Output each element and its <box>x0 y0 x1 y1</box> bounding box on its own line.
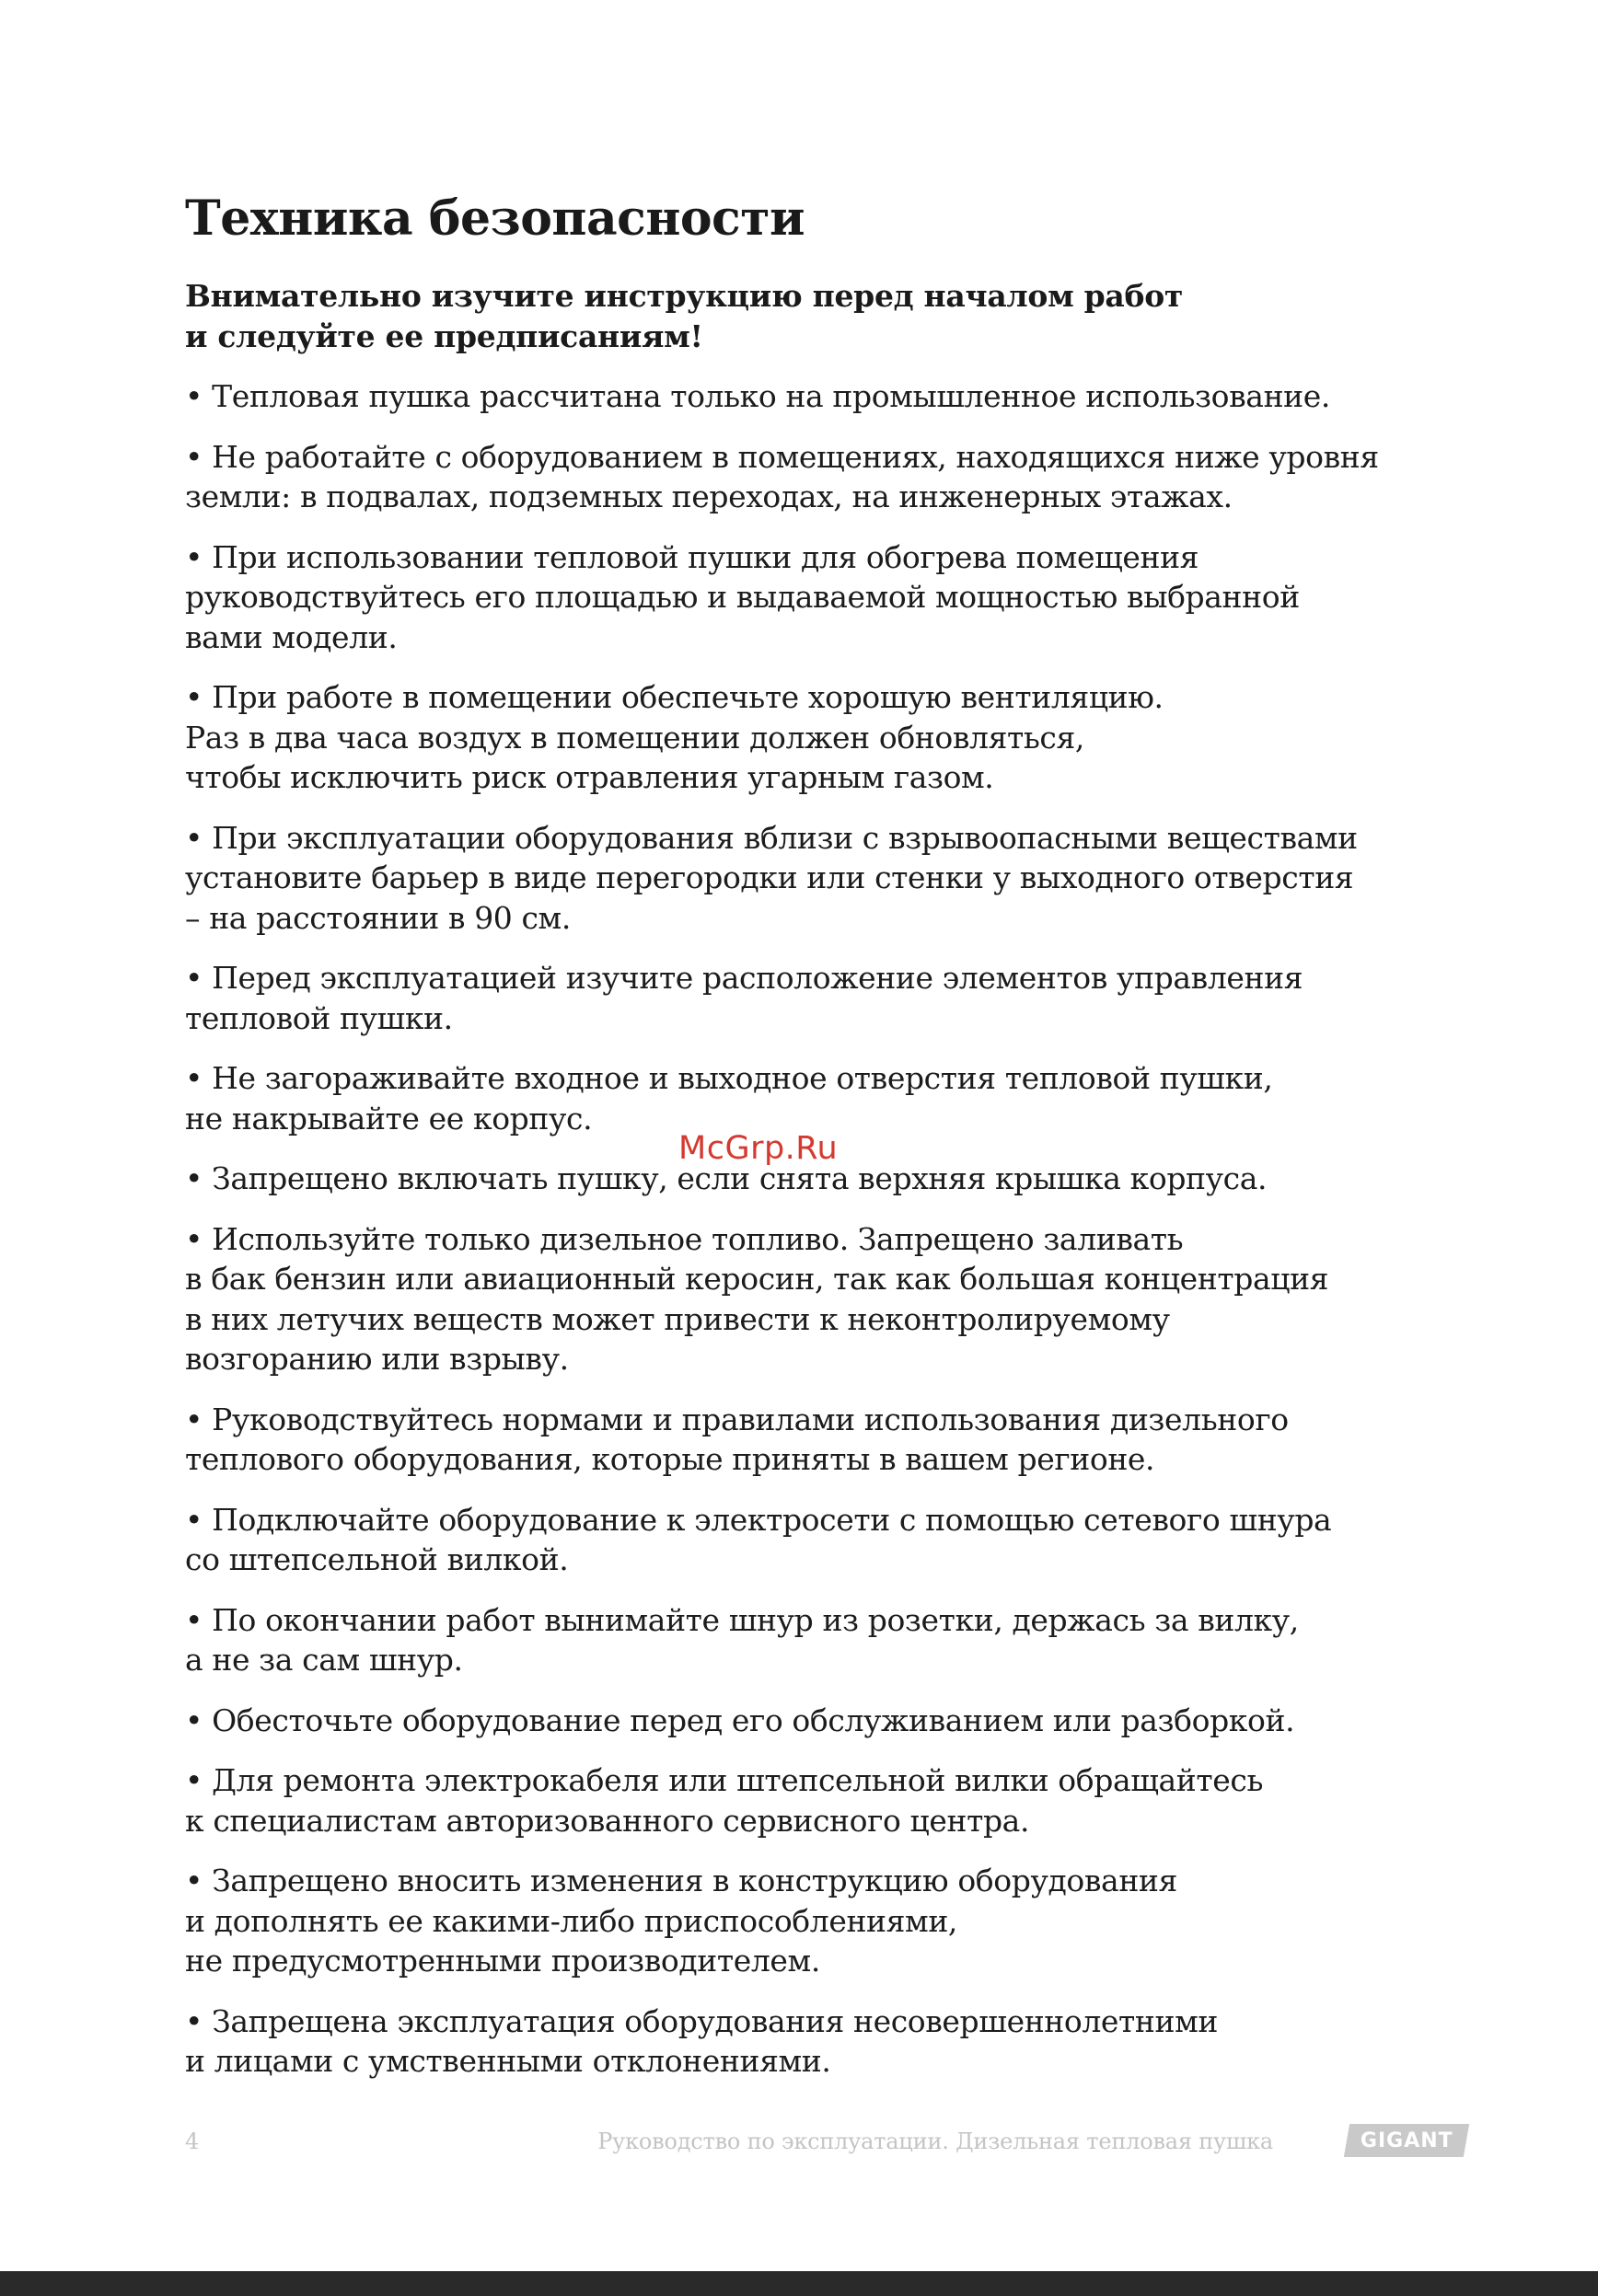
safety-rule-line: возгоранию или взрыву. <box>185 1341 569 1377</box>
intro-line: и следуйте ее предписаниям! <box>185 318 703 354</box>
safety-rule-line: • Перед эксплуатацией изучите расположение элементов управления <box>185 960 1303 996</box>
safety-rule-line: • Тепловая пушка рассчитана только на промышленное использование. <box>185 378 1330 414</box>
watermark: McGrp.Ru <box>678 1130 839 1167</box>
safety-rule <box>185 1500 1492 1580</box>
logo-text: GIGANT <box>1360 2129 1453 2152</box>
safety-rule <box>185 2002 1492 2082</box>
safety-rule-line: • Не загораживайте входное и выходное отверстия тепловой пушки, <box>185 1060 1273 1096</box>
safety-rule-line: • Используйте только дизельное топливо. Запрещено заливать <box>185 1220 1184 1257</box>
safety-rule <box>185 437 1492 517</box>
safety-rule-line: • При использовании тепловой пушки для обогрева помещения <box>185 538 1199 575</box>
safety-rule-line: к специалистам авторизованного сервисного центра. <box>185 1802 1030 1839</box>
safety-rule-line: • Запрещено вносить изменения в конструкцию оборудования <box>185 1863 1177 1898</box>
safety-rule <box>185 677 1492 798</box>
safety-rule-line: • Запрещено включать пушку, если снята верхняя крышка корпуса. <box>185 1160 1268 1196</box>
safety-rule-line: • По окончании работ вынимайте шнур из розетки, держась за вилку, <box>185 1601 1299 1638</box>
safety-rule-line: чтобы исключить риск отравления угарным газом. <box>185 759 994 795</box>
safety-rule <box>185 958 1492 1038</box>
gigant-logo <box>1344 2124 1469 2157</box>
safety-rule-line: не накрывайте ее корпус. <box>185 1100 593 1136</box>
safety-rule-line: • Подключайте оборудование к электросети с помощью сетевого шнура <box>185 1501 1332 1538</box>
safety-rule-line: со штепсельной вилкой. <box>185 1541 569 1577</box>
page-number: 4 <box>185 2129 200 2154</box>
safety-rule-line: – на расстоянии в 90 см. <box>185 899 571 936</box>
safety-rule <box>185 1760 1492 1840</box>
safety-rule-line: земли: в подвалах, подземных переходах, на инженерных этажах. <box>185 479 1233 514</box>
page-title: Техника безопасности <box>185 190 805 247</box>
safety-rule <box>185 1058 1492 1138</box>
safety-rule <box>185 1701 1492 1741</box>
safety-rule-line: • Обесточьте оборудование перед его обслуживанием или разборкой. <box>185 1702 1295 1738</box>
safety-rule-line: • Запрещена эксплуатация оборудования несовершеннолетними <box>185 2002 1218 2039</box>
safety-rule-line: и лицами с умственными отклонениями. <box>185 2043 831 2079</box>
safety-rule <box>185 1159 1492 1199</box>
safety-rule-line: в них летучих веществ может привести к неконтролируемому <box>185 1300 1170 1337</box>
bottom-edge-bar <box>0 2271 1598 2296</box>
intro-warning <box>185 276 1183 357</box>
safety-rule-line: руководствуйтесь его площадью и выдаваемой мощностью выбранной <box>185 579 1300 615</box>
safety-rule-line: • Для ремонта электрокабеля или штепсельной вилки обращайтесь <box>185 1762 1264 1798</box>
safety-rule <box>185 1861 1492 1981</box>
safety-rule <box>185 537 1492 658</box>
safety-rules-list <box>185 376 1492 2102</box>
safety-rule <box>185 1600 1492 1680</box>
safety-rule-line: теплового оборудования, которые приняты в вашем регионе. <box>185 1441 1155 1477</box>
safety-rule-line: Раз в два часа воздух в помещении должен обновляться, <box>185 719 1085 756</box>
safety-rule-line: • Руководствуйтесь нормами и правилами использования дизельного <box>185 1401 1289 1437</box>
safety-rule-line: установите барьер в виде перегородки или стенки у выходного отверстия <box>185 860 1354 895</box>
safety-rule-line: в бак бензин или авиационный керосин, так как большая концентрация <box>185 1261 1329 1297</box>
safety-rule <box>185 1219 1492 1379</box>
safety-rule-line: • При эксплуатации оборудования вблизи с взрывоопасными веществами <box>185 819 1358 856</box>
safety-rule-line: не предусмотренными производителем. <box>185 1943 820 1979</box>
safety-rule <box>185 818 1492 939</box>
safety-rule-line: • При работе в помещении обеспечьте хорошую вентиляцию. <box>185 679 1164 715</box>
safety-rule-line: • Не работайте с оборудованием в помещениях, находящихся ниже уровня <box>185 438 1379 475</box>
safety-rule-line: и дополнять ее какими-либо приспособлениями, <box>185 1902 958 1939</box>
safety-rule-line: вами модели. <box>185 618 398 655</box>
footer-doc-title: Руководство по эксплуатации. Дизельная тепловая пушка <box>597 2129 1273 2154</box>
safety-rule-line: тепловой пушки. <box>185 999 453 1036</box>
safety-rule <box>185 1400 1492 1480</box>
intro-line: Внимательно изучите инструкцию перед началом работ <box>185 278 1184 314</box>
safety-rule-line: а не за сам шнур. <box>185 1642 463 1678</box>
safety-rule <box>185 376 1492 417</box>
